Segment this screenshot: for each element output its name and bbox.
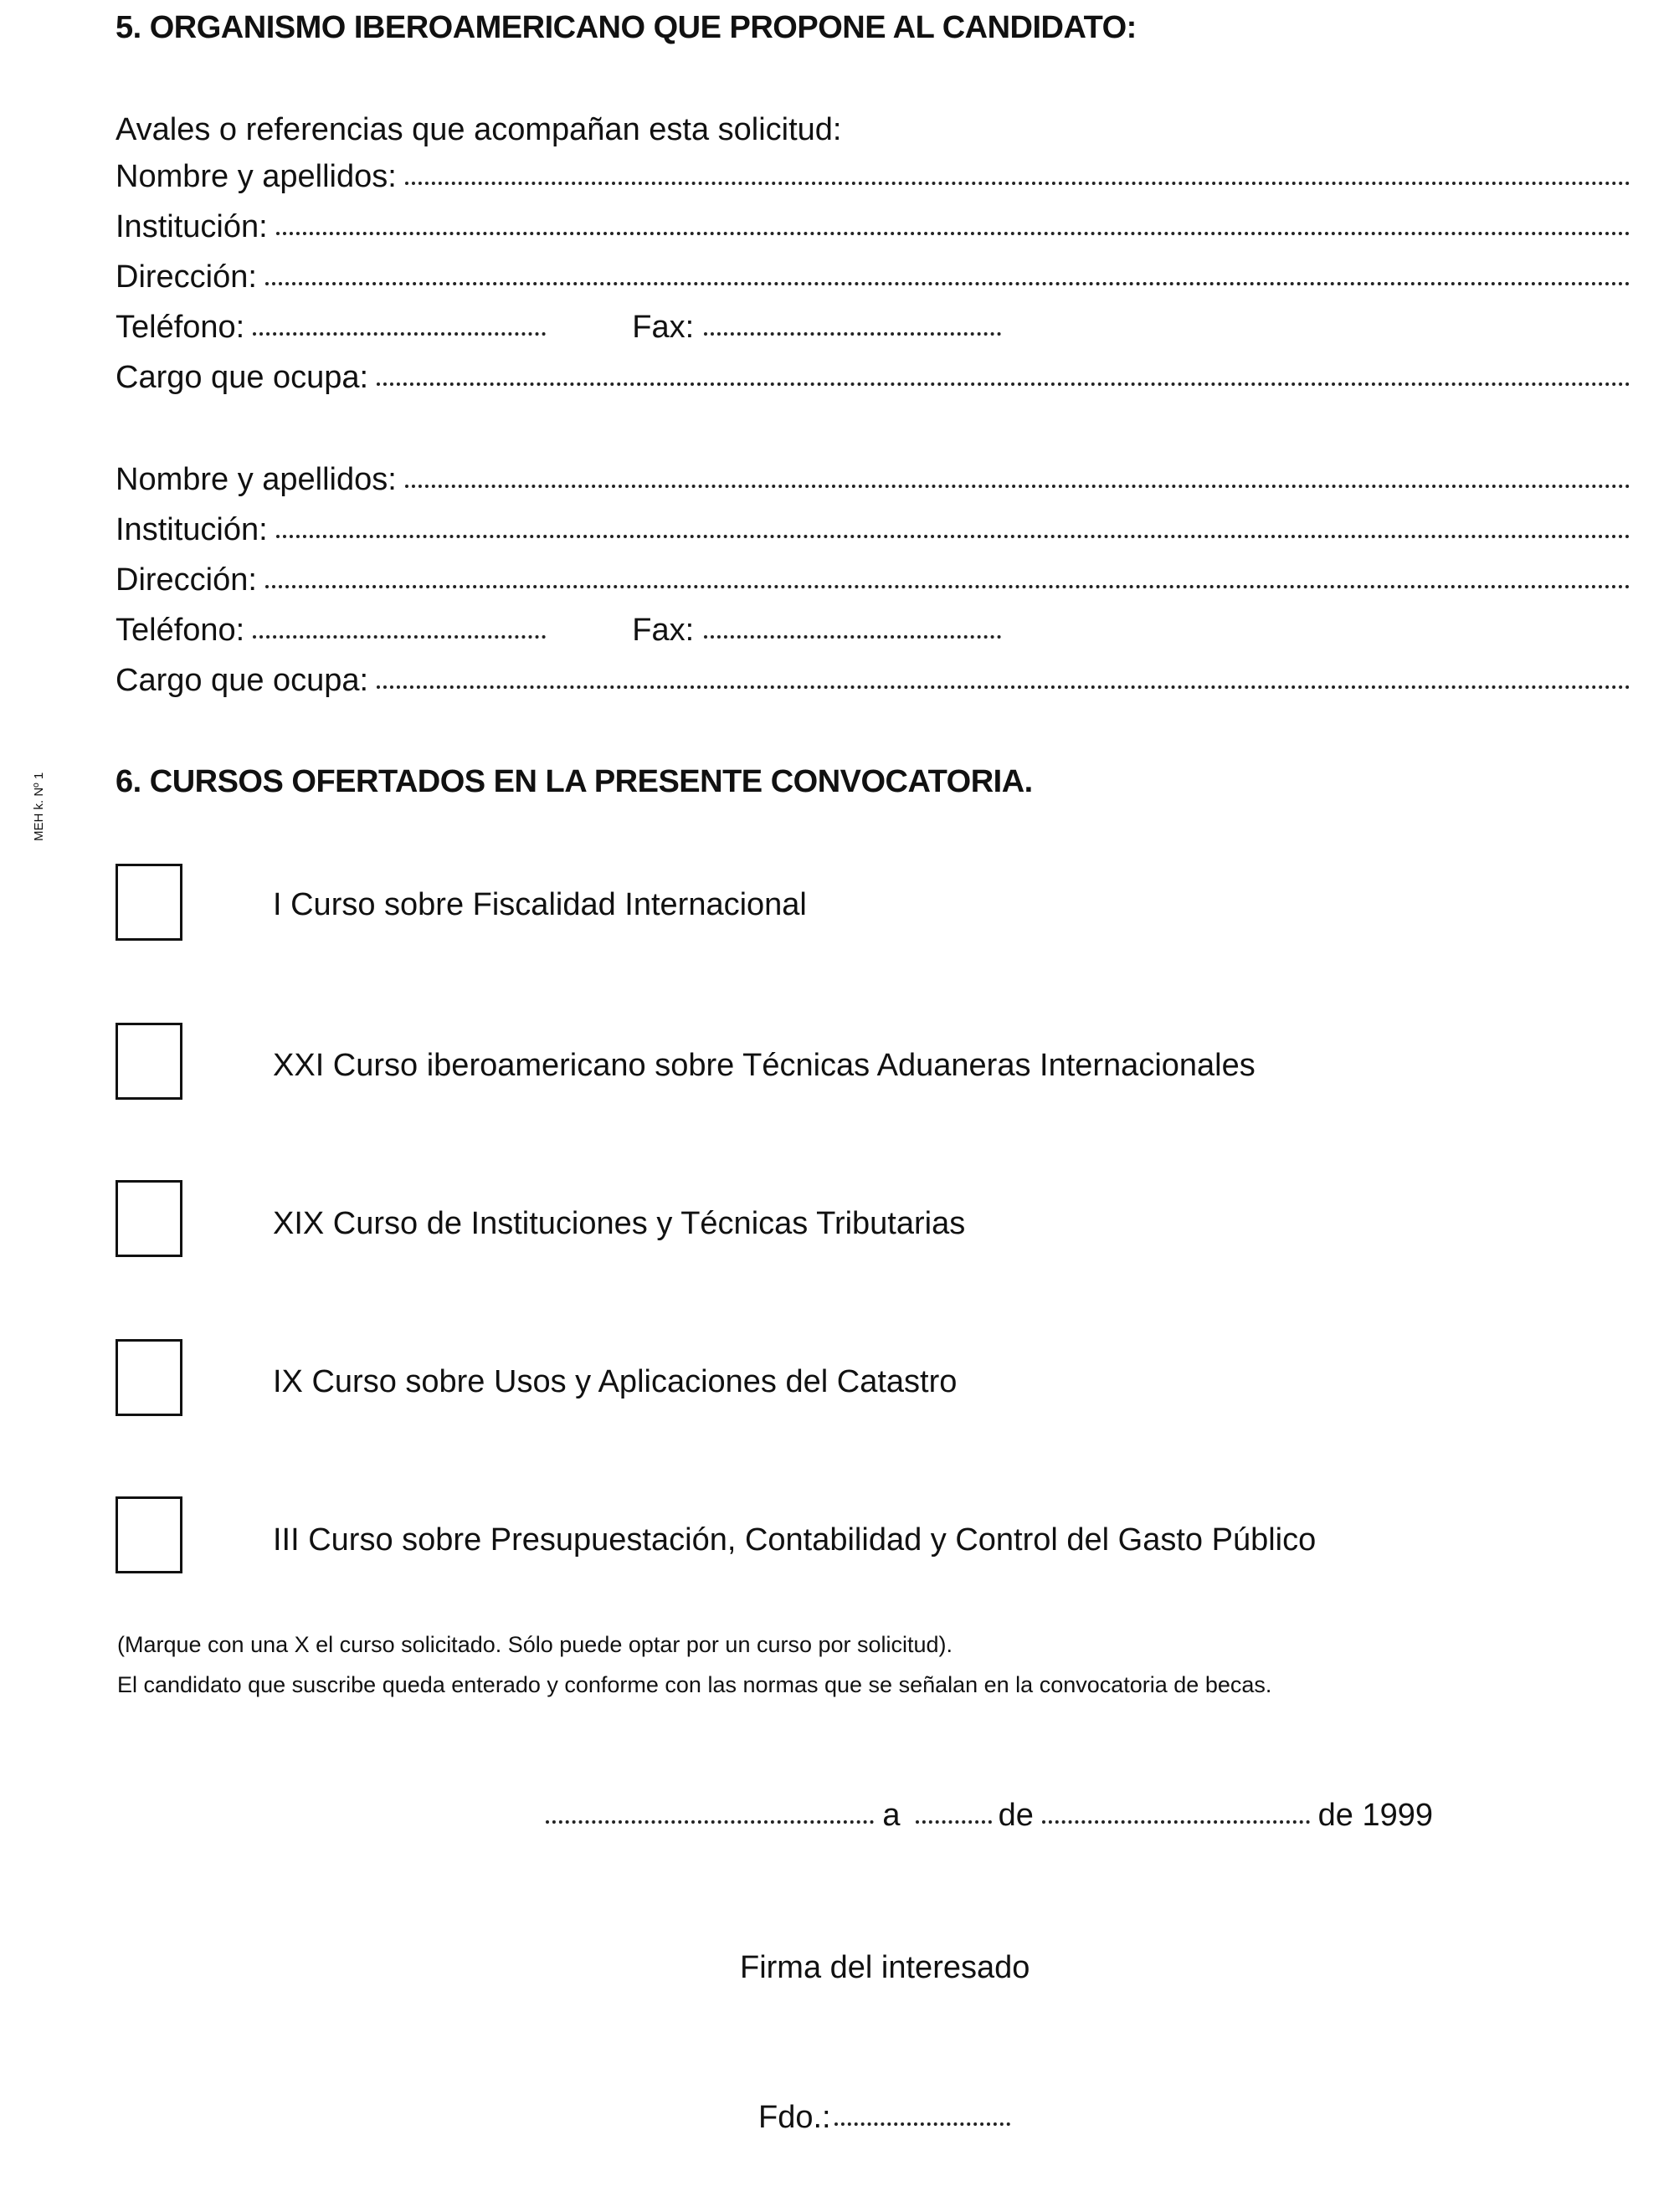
referee-2-fax-label: Fax: xyxy=(632,613,695,648)
section-5-title: 5. ORGANISMO IBEROAMERICANO QUE PROPONE AL CANDIDATO: xyxy=(116,10,1137,45)
day-line[interactable] xyxy=(916,1820,992,1824)
course-3-checkbox[interactable] xyxy=(116,1180,182,1257)
referee-2-address-line[interactable] xyxy=(265,585,1630,588)
conformity-note: El candidato que suscribe queda enterado y conforme con las normas que se señalan en la convocatoria de becas. xyxy=(117,1672,1272,1697)
course-1-label: I Curso sobre Fiscalidad Internacional xyxy=(273,887,807,922)
course-4-label: IX Curso sobre Usos y Aplicaciones del Catastro xyxy=(273,1364,958,1399)
course-4-checkbox[interactable] xyxy=(116,1339,182,1416)
fdo-label: Fdo.: xyxy=(758,2100,831,2135)
referee-1-institution-line[interactable] xyxy=(276,232,1630,235)
referee-1-position-label: Cargo que ocupa: xyxy=(116,360,369,395)
signed-by-field[interactable] xyxy=(758,2100,1010,2136)
referee-2-address-field[interactable] xyxy=(116,562,1630,601)
referee-1-phone-label: Teléfono: xyxy=(116,310,245,345)
course-5-checkbox[interactable] xyxy=(116,1496,182,1573)
referee-1-fax-label: Fax: xyxy=(632,310,695,345)
fdo-line[interactable] xyxy=(834,2122,1010,2126)
referee-2-address-label: Dirección: xyxy=(116,562,257,598)
instructions-note: (Marque con una X el curso solicitado. Sólo puede optar por un curso por solicitud). xyxy=(117,1632,953,1657)
referee-2-name-line[interactable] xyxy=(405,485,1630,488)
referee-2-position-label: Cargo que ocupa: xyxy=(116,663,369,698)
de-word: de xyxy=(998,1798,1034,1833)
signature-label: Firma del interesado xyxy=(740,1950,1030,1985)
referee-1-phone-fax-field[interactable] xyxy=(116,310,1630,348)
place-date-field[interactable] xyxy=(546,1798,1433,1836)
referee-1-address-label: Dirección: xyxy=(116,259,257,295)
referee-1-name-field[interactable] xyxy=(116,159,1630,198)
references-intro: Avales o referencias que acompañan esta solicitud: xyxy=(116,112,842,147)
referee-1-position-line[interactable] xyxy=(377,382,1630,386)
referee-2-position-field[interactable] xyxy=(116,663,1630,701)
referee-1-name-label: Nombre y apellidos: xyxy=(116,159,397,194)
course-1-checkbox[interactable] xyxy=(116,864,182,941)
referee-1-phone-line[interactable] xyxy=(253,332,546,336)
course-3-label: XIX Curso de Instituciones y Técnicas Tributarias xyxy=(273,1206,966,1241)
referee-1-name-line[interactable] xyxy=(405,182,1630,185)
a-word: a xyxy=(882,1798,901,1833)
referee-1-fax-line[interactable] xyxy=(704,332,1001,336)
referee-2-position-line[interactable] xyxy=(377,685,1630,689)
referee-2-institution-label: Institución: xyxy=(116,512,268,547)
place-line[interactable] xyxy=(546,1820,874,1824)
referee-2-institution-line[interactable] xyxy=(276,535,1630,538)
year-text: de 1999 xyxy=(1317,1798,1433,1833)
referee-1-address-line[interactable] xyxy=(265,282,1630,285)
course-2-label: XXI Curso iberoamericano sobre Técnicas Aduaneras Internacionales xyxy=(273,1048,1256,1083)
referee-2-fax-line[interactable] xyxy=(704,635,1001,639)
referee-2-institution-field[interactable] xyxy=(116,512,1630,551)
referee-2-phone-fax-field[interactable] xyxy=(116,613,1630,651)
referee-1-position-field[interactable] xyxy=(116,360,1630,398)
course-5-label: III Curso sobre Presupuestación, Contabilidad y Control del Gasto Público xyxy=(273,1522,1317,1558)
referee-1-address-field[interactable] xyxy=(116,259,1630,298)
referee-2-phone-label: Teléfono: xyxy=(116,613,245,648)
section-6-title: 6. CURSOS OFERTADOS EN LA PRESENTE CONVOCATORIA. xyxy=(116,764,1033,799)
referee-2-name-field[interactable] xyxy=(116,462,1630,500)
referee-2-name-label: Nombre y apellidos: xyxy=(116,462,397,497)
course-2-checkbox[interactable] xyxy=(116,1023,182,1100)
referee-1-institution-label: Institución: xyxy=(116,209,268,244)
side-reference-mark: MEH k. Nº 1 xyxy=(32,772,46,841)
month-line[interactable] xyxy=(1042,1820,1310,1824)
referee-2-phone-line[interactable] xyxy=(253,635,546,639)
referee-1-institution-field[interactable] xyxy=(116,209,1630,248)
